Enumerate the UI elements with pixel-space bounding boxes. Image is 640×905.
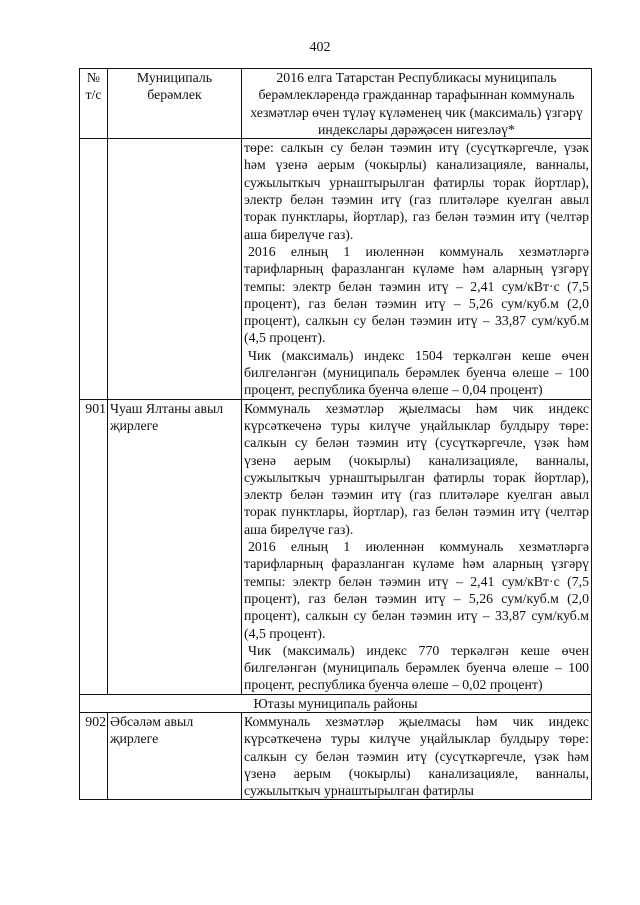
table-row bbox=[80, 712, 592, 799]
description-paragraph: Чик (максималь) индекс 770 теркәлгән кеше өчен билгеләнгән (муниципаль берәмлек буенча өлеше – 100 процент, республика буенча өлеше – 0,02 процент) bbox=[244, 642, 589, 693]
row-description bbox=[242, 139, 592, 399]
header-municipality: Муниципаль берәмлек bbox=[108, 69, 242, 139]
row-municipality: Чуаш Ялтаны авыл җирлеге bbox=[108, 399, 242, 694]
district-name: Ютазы муниципаль районы bbox=[80, 694, 592, 712]
description-paragraph: Чик (максималь) индекс 1504 теркәлгән кеше өчен билгеләнгән (муниципаль берәмлек буенча өлеше – 100 процент, республика буенча өлеше – 0,04 процент) bbox=[244, 347, 589, 398]
row-number bbox=[80, 139, 108, 399]
table-row bbox=[80, 139, 592, 399]
description-paragraph: төре: салкын су белән тәэмин итү (сусүткәргечле, үзәк һәм үзенә аерым (чокырлы) канализацияле, ванналы, сужылыткыч урнаштырылган фатирлы торак йортлар), электр белән тәэмин итү (газ плитәләре куелган авыл торак пунктлары, йортлар), газ белән тәэмин итү (челтәр аша бирелүче газ). bbox=[244, 140, 589, 242]
description-paragraph: Коммуналь хезмәтләр җыелмасы һәм чик индекс күрсәткеченә туры килүче уңайлыклар булдыру төре: салкын су белән тәэмин итү (сусүткәргечле, үзәк һәм үзенә аерым (чокырлы) канализацияле, ванналы, сужылыткыч урнаштырылган фатирлы bbox=[244, 713, 589, 799]
row-municipality bbox=[108, 139, 242, 399]
district-row bbox=[80, 694, 592, 712]
description-paragraph: Коммуналь хезмәтләр җыелмасы һәм чик индекс күрсәткеченә туры килүче уңайлыклар булдыру төре: салкын су белән тәэмин итү (сусүткәргечле, үзәк һәм үзенә аерым (чокырлы) канализацияле, ванналы, сужылыткыч урнаштырылган фатирлы торак йортлар), электр белән тәэмин итү (газ плитәләре куелган авыл торак пунктлары, йортлар), газ белән тәэмин итү (челтәр аша бирелүче газ). bbox=[244, 400, 589, 537]
row-municipality: Әбсәләм авыл җирлеге bbox=[108, 712, 242, 799]
tariff-index-table bbox=[79, 68, 592, 800]
table-row bbox=[80, 399, 592, 694]
row-description bbox=[242, 712, 592, 799]
header-description: 2016 елга Татарстан Республикасы муниципаль берәмлекләрендә гражданнар тарафыннан коммуналь хезмәтләр өчен түләү күләменең чик (максималь) үзгәрү индекслары дәрәҗәсен нигезләү* bbox=[242, 69, 592, 139]
row-description bbox=[242, 399, 592, 694]
page-number: 402 bbox=[309, 40, 331, 55]
row-number: 901 bbox=[80, 399, 108, 694]
row-number: 902 bbox=[80, 712, 108, 799]
table-header-row bbox=[80, 69, 592, 139]
header-number: № т/с bbox=[80, 69, 108, 139]
description-paragraph: 2016 елның 1 июленнән коммуналь хезмәтләргә тарифларның фаразланган күләме һәм аларның үзгәрү темпы: электр белән тәэмин итү – 2,41 сум/кВт·с (7,5 процент), газ белән тәэмин итү – 5,26 сум/куб.м (2,0 процент), салкын су белән тәэмин итү – 33,87 сум/куб.м (4,5 процент). bbox=[244, 243, 589, 346]
description-paragraph: 2016 елның 1 июленнән коммуналь хезмәтләргә тарифларның фаразланган күләме һәм аларның үзгәрү темпы: электр белән тәэмин итү – 2,41 сум/кВт·с (7,5 процент), газ белән тәэмин итү – 5,26 сум/куб.м (2,0 процент), салкын су белән тәэмин итү – 33,87 сум/куб.м (4,5 процент). bbox=[244, 539, 589, 641]
